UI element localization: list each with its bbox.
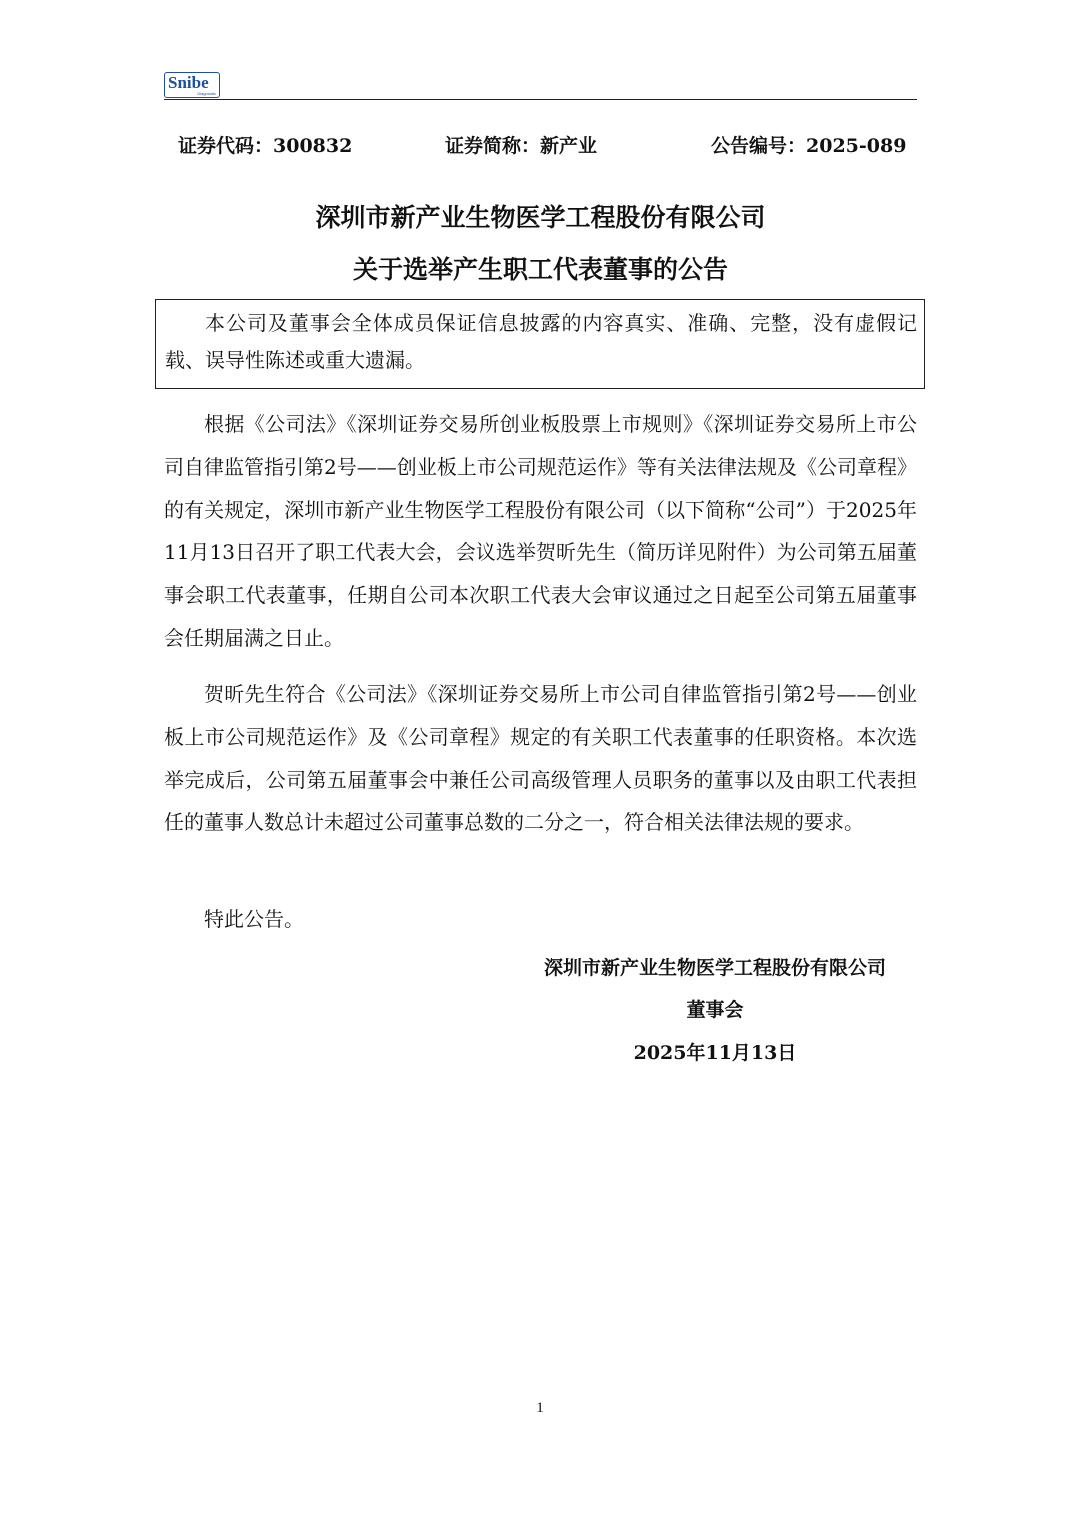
document-title-subject: 关于选举产生职工代表董事的公告 <box>352 255 728 284</box>
page-number: 1 <box>536 1400 544 1416</box>
logo-subtext: Diagnostic <box>197 91 216 96</box>
company-logo <box>164 72 220 98</box>
securities-code: 证券代码：300832 <box>178 135 353 157</box>
disclosure-statement: 本公司及董事会全体成员保证信息披露的内容真实、准确、完整，没有虚假记载、误导性陈述或重大遗漏。 <box>165 311 917 372</box>
signature-board: 董事会 <box>686 999 744 1021</box>
announcement-number: 公告编号：2025-089 <box>711 135 907 157</box>
header-divider <box>164 99 917 100</box>
disclosure-statement-box <box>155 299 925 389</box>
securities-abbreviation: 证券简称：新产业 <box>445 135 598 157</box>
body-paragraph-election: 根据《公司法》《深圳证券交易所创业板股票上市规则》《深圳证券交易所上市公司自律监管指引第2号——创业板上市公司规范运作》等有关法律法规及《公司章程》的有关规定，深圳市新产业生物医学工程股份有限公司（以下简称“公司”）于2025年11月13日召开了职工代表大会，会议选举贺昕先生（简历详见附件）为公司第五届董事会职工代表董事，任期自公司本次职工代表大会审议通过之日起至公司第五届董事会任期届满之日止。 <box>164 412 917 650</box>
body-paragraph-closing: 特此公告。 <box>204 907 304 931</box>
body-paragraph-qualification: 贺昕先生符合《公司法》《深圳证券交易所上市公司自律监管指引第2号——创业板上市公司规范运作》及《公司章程》规定的有关职工代表董事的任职资格。本次选举完成后，公司第五届董事会中兼任公司高级管理人员职务的董事以及由职工代表担任的董事人数总计未超过公司董事总数的二分之一，符合相关法律法规的要求。 <box>164 682 917 835</box>
logo-text: Snibe <box>168 73 209 92</box>
document-title-company: 深圳市新产业生物医学工程股份有限公司 <box>315 203 766 232</box>
signature-date: 2025年11月13日 <box>633 1042 797 1064</box>
signature-company: 深圳市新产业生物医学工程股份有限公司 <box>543 957 886 979</box>
